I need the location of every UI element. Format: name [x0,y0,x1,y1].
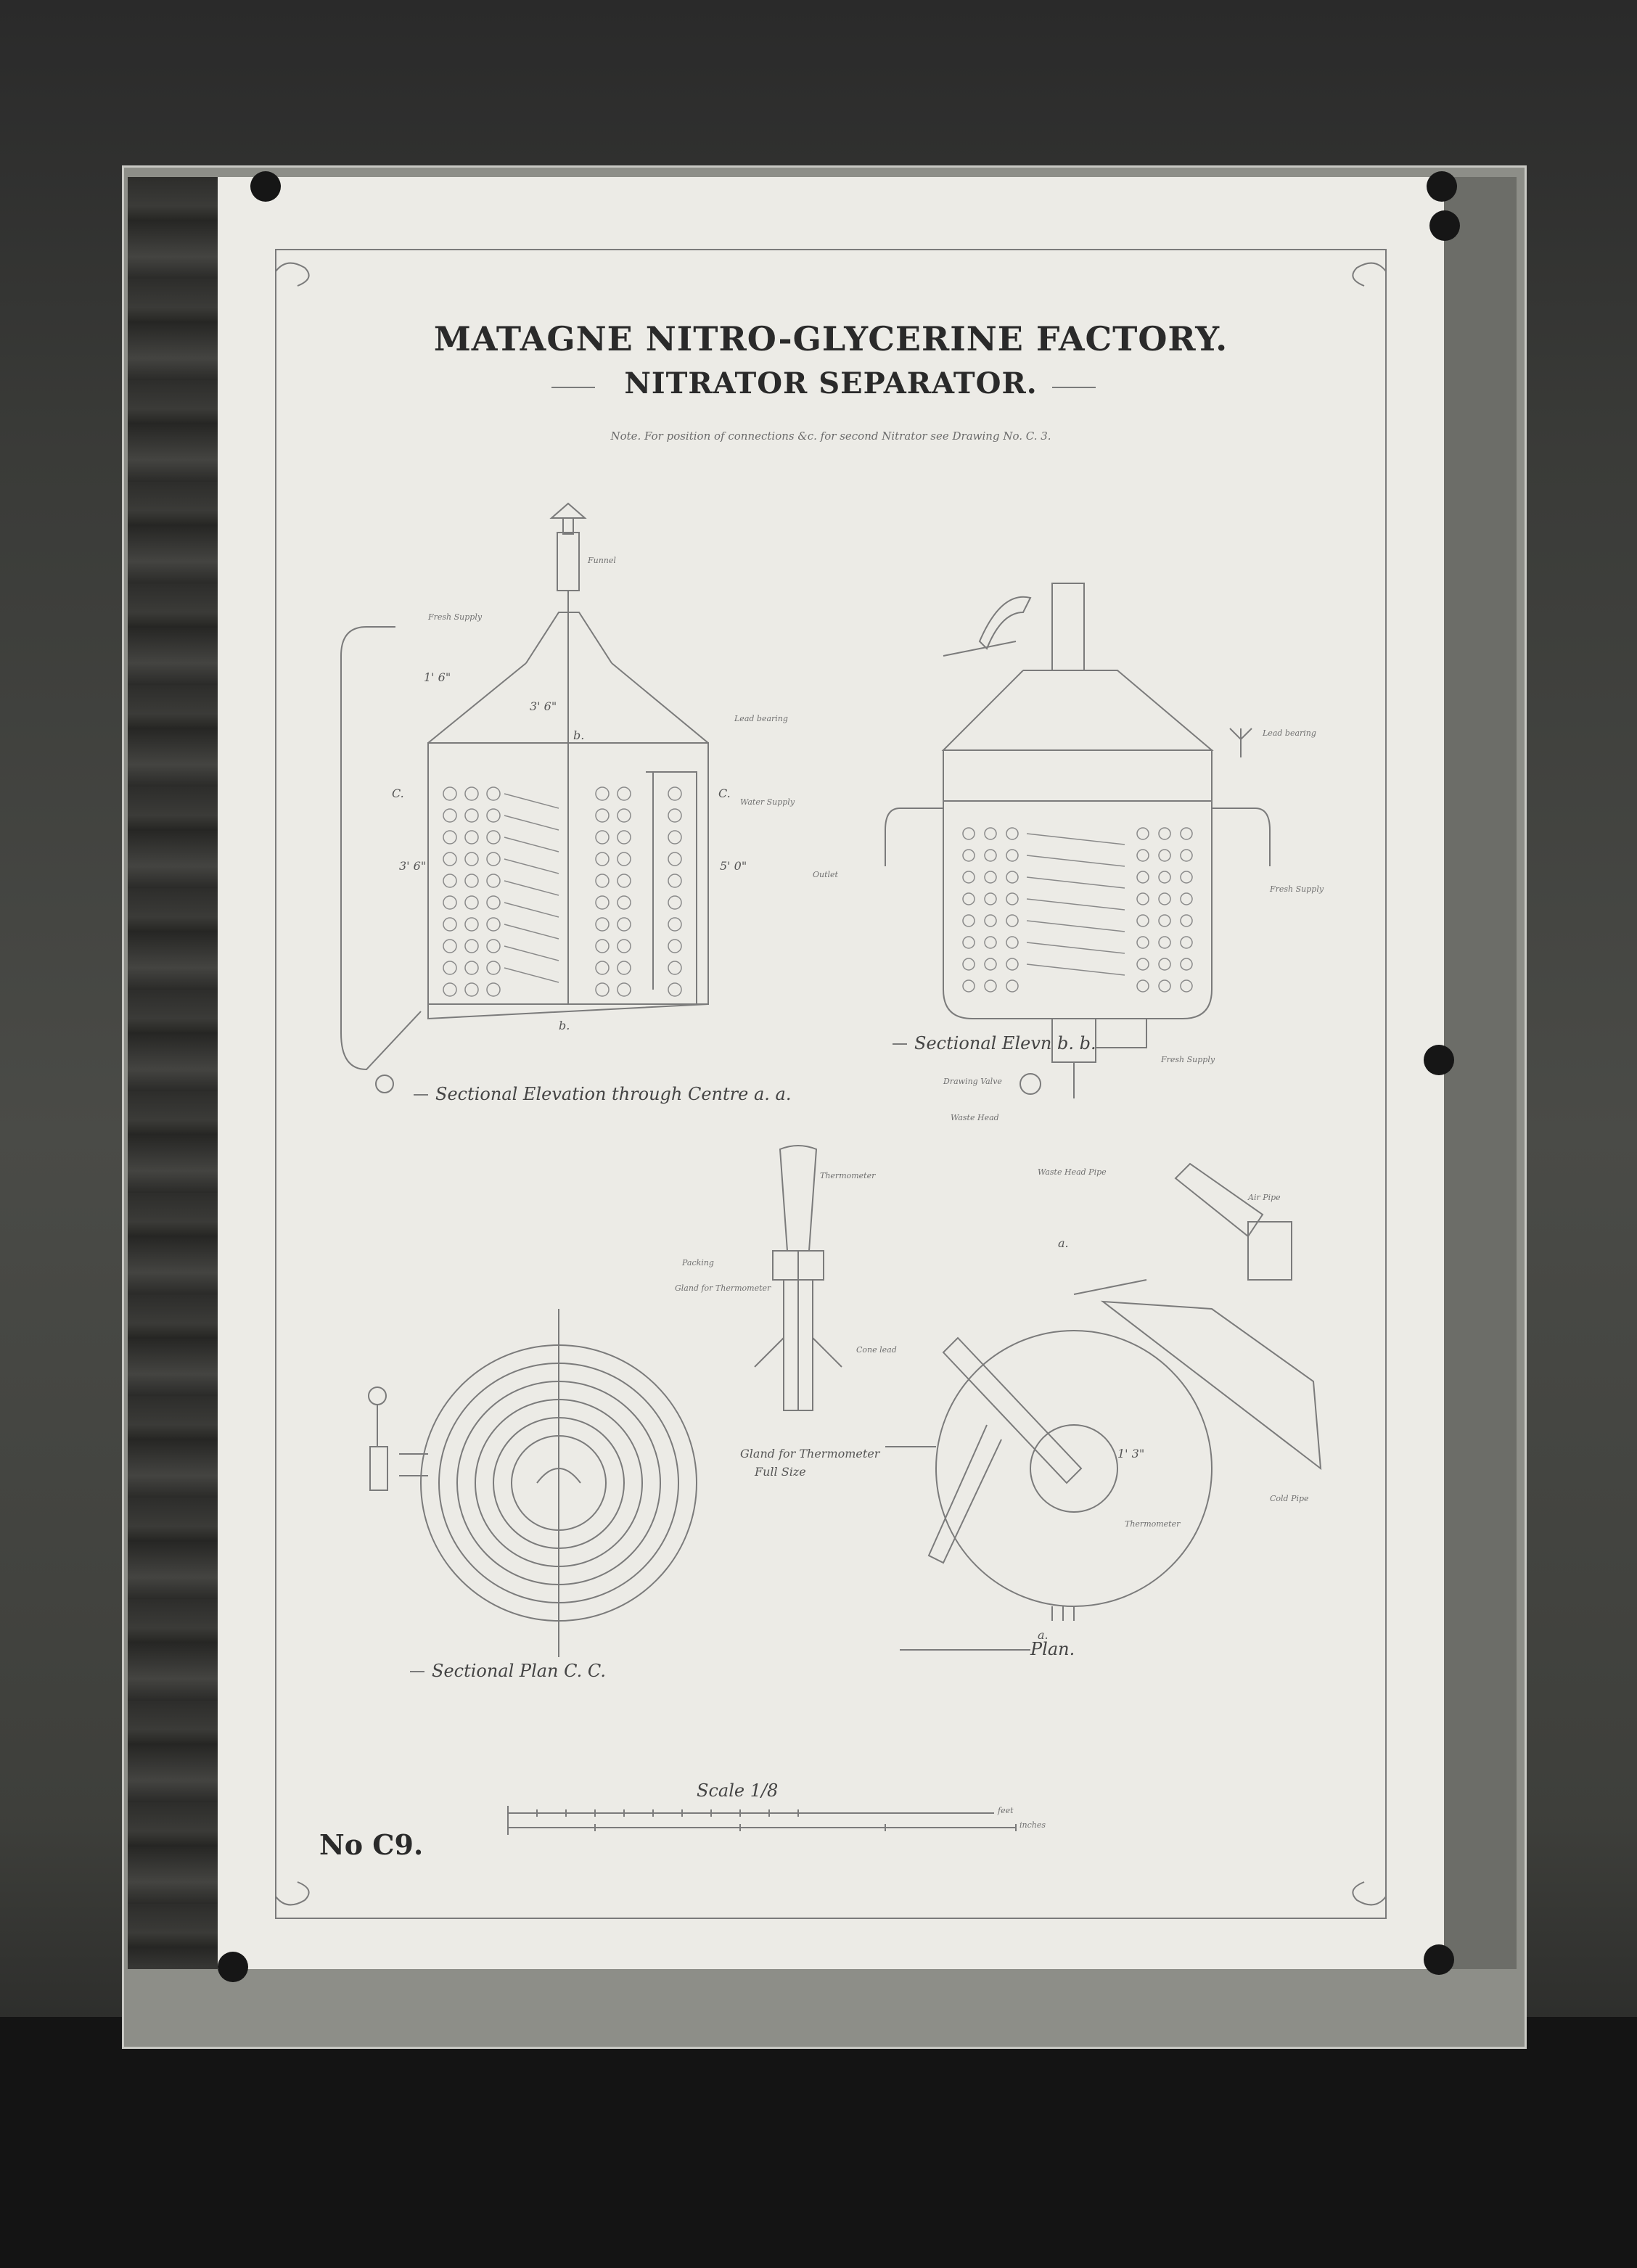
sheet-note: Note. For position of connections &c. for second Nitrator see Drawing No. C. 3. [610,430,1051,443]
label-full-size: Full Size [755,1465,806,1479]
pin-bottom-right [1424,1944,1454,1975]
section-c-left: C. [392,786,404,800]
plan-drawing [885,1164,1321,1621]
label-lead-bearing: Lead bearing [734,714,788,723]
section-a-top: a. [1058,1236,1069,1250]
label-gland-thermometer: Gland for Thermometer [675,1283,771,1293]
label-fresh-supply-2: Fresh Supply [1270,884,1324,894]
corner-flourish-tl [276,263,309,286]
label-outlet: Outlet [813,870,838,879]
pin-right-middle [1424,1045,1454,1075]
caption-sectional-elevation-bb: Sectional Elevn b. b. [914,1033,1096,1053]
section-a-bottom: a. [1038,1628,1049,1642]
corner-flourish-tr [1353,263,1386,286]
dim-3: 3' 6" [399,859,427,873]
label-waste-head: Waste Head [951,1113,999,1122]
caption-plan: Plan. [1030,1639,1075,1659]
section-b-bottom: b. [559,1019,570,1032]
elevation-aa-coils [443,787,681,996]
label-fresh-supply: Fresh Supply [428,612,483,622]
label-fresh-supply-3: Fresh Supply [1161,1055,1215,1064]
label-packing: Packing [682,1258,714,1267]
pin-right-upper [1429,210,1460,241]
drawing-linework [218,177,1444,1969]
drawing-number: No C9. [319,1828,424,1861]
sheet-subtitle: NITRATOR SEPARATOR. [624,366,1038,400]
corner-flourish-bl [276,1882,309,1905]
label-cone-lead: Cone lead [856,1345,897,1355]
photo-bottom-band [0,2017,1637,2268]
scale-bar [508,1806,1016,1835]
label-air-pipe: Air Pipe [1248,1193,1281,1202]
caption-sectional-plan-cc: Sectional Plan C. C. [432,1661,607,1681]
caption-scale: Scale 1/8 [697,1780,779,1801]
dim-2: 3' 6" [530,699,557,713]
label-cold-pipe: Cold Pipe [1270,1494,1309,1503]
sheet-title: MATAGNE NITRO-GLYCERINE FACTORY. [433,319,1228,358]
elevation-bb-drawing [885,583,1270,1098]
label-gland-thermometer-2: Gland for Thermometer [740,1447,880,1460]
label-funnel: Funnel [588,556,616,565]
dim-4: 1' 3" [1117,1447,1145,1460]
label-thermometer-2: Thermometer [1125,1519,1181,1529]
corner-flourish-br [1353,1882,1386,1905]
label-lead-bearing-2: Lead bearing [1263,728,1316,738]
label-waste-head-pipe: Waste Head Pipe [1038,1167,1107,1177]
dim-1: 1' 6" [424,670,451,684]
label-scale-inches: inches [1019,1820,1046,1830]
label-water-supply: Water Supply [740,797,795,807]
brick-wall-strip [128,177,223,1969]
pin-bottom-left [218,1952,248,1982]
sectional-plan-cc-drawing [369,1309,697,1657]
label-drawing-valve: Drawing Valve [943,1077,1002,1086]
elevation-bb-coils [963,828,1192,992]
label-thermometer: Thermometer [820,1171,876,1180]
section-b-top: b. [573,728,585,742]
thermometer-gland-detail [755,1146,842,1410]
section-c-right: C. [718,786,731,800]
label-scale-feet: feet [998,1806,1014,1815]
caption-sectional-elevation-aa: Sectional Elevation through Centre a. a. [435,1084,792,1104]
pin-top-right [1427,171,1457,202]
dim-5: 5' 0" [720,859,747,873]
drawing-sheet [218,177,1444,1969]
pin-top-left [250,171,281,202]
